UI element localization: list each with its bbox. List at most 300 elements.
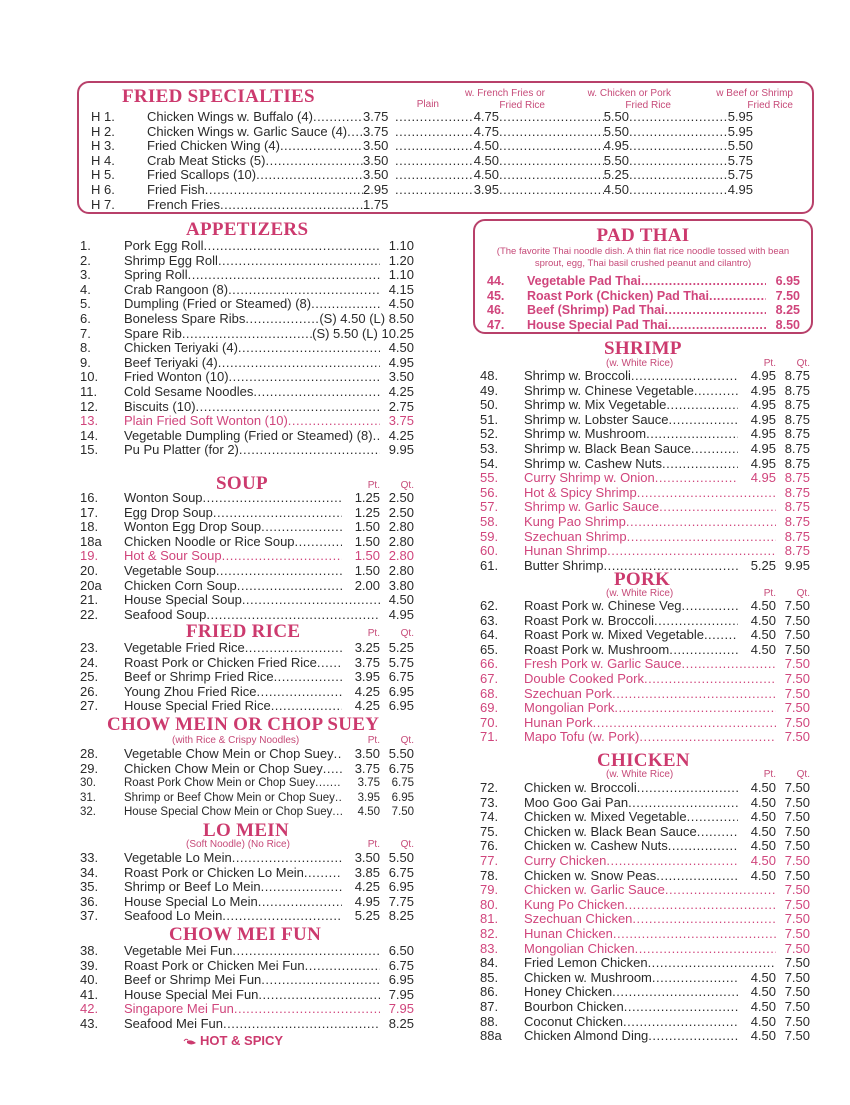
menu-item — [80, 312, 414, 327]
dot-leader — [691, 442, 738, 457]
price-quart: 7.50 — [784, 598, 810, 613]
item-number: 10. — [80, 369, 99, 385]
menu-item — [80, 909, 414, 924]
item-number: 52. — [480, 426, 499, 442]
item-number: 23. — [80, 640, 99, 655]
item-price: 5.50 — [603, 152, 629, 168]
item-price: 4.95 — [727, 181, 753, 197]
price-pint: 4.50 — [750, 1013, 776, 1029]
item-number: 3. — [80, 267, 91, 283]
item-number: 28. — [80, 746, 99, 761]
item-name: Cold Sesame Noodles — [124, 383, 254, 399]
price-quart: 8.75 — [784, 426, 810, 442]
dot-leader — [311, 297, 380, 312]
price-quart: 8.25 — [388, 1015, 414, 1031]
section-title: PAD THAI — [596, 225, 690, 246]
price-quart: 5.25 — [388, 640, 414, 655]
price-quart: 7.50 — [784, 612, 810, 628]
dot-leader — [639, 730, 776, 745]
price-quart: 6.95 — [775, 274, 800, 288]
price-quart: 7.50 — [784, 823, 810, 839]
price-group — [363, 183, 395, 198]
hot-pepper-icon — [182, 1033, 197, 1048]
menu-item — [480, 544, 810, 559]
item-name: Chicken w. Garlic Sauce — [524, 882, 665, 898]
item-number: 44. — [487, 274, 505, 288]
price-group — [395, 125, 499, 140]
dot-leader — [188, 268, 380, 283]
section-title-chicken: CHICKEN — [597, 750, 690, 771]
dot-leader — [323, 762, 342, 777]
item-name: Chicken w. Cashew Nuts — [524, 838, 668, 854]
item-number: 82. — [480, 925, 499, 941]
section-title: FRIED SPECIALTIES — [122, 86, 315, 107]
item-name: Chicken w. Broccoli — [524, 780, 637, 795]
pork-list — [480, 599, 810, 745]
dot-leader — [220, 198, 363, 213]
menu-item — [80, 429, 414, 444]
menu-item — [80, 685, 414, 700]
item-name: Shrimp w. Cashew Nuts — [524, 455, 662, 471]
item-name: Vegetable Mei Fun — [124, 943, 233, 958]
item-name-group — [147, 110, 363, 125]
menu-item — [80, 341, 414, 356]
column-header-plain: Plain — [416, 99, 439, 110]
item-number: 31. — [80, 791, 96, 804]
price-group — [499, 154, 629, 169]
price-quart: 4.95 — [388, 606, 414, 622]
price-pint: 4.50 — [750, 612, 776, 628]
price-quart: 7.95 — [388, 986, 414, 1002]
price-pint: 4.95 — [750, 397, 776, 413]
item-price: 5.50 — [603, 123, 629, 139]
price-quart: 7.50 — [784, 794, 810, 810]
item-name: Beef or Shrimp Mei Fun — [124, 972, 262, 988]
price-quart: 8.75 — [784, 397, 810, 413]
item-number: 21. — [80, 592, 99, 608]
item-name: Fried Lemon Chicken — [524, 955, 648, 971]
dot-leader — [261, 520, 342, 535]
price-pint: 4.95 — [354, 893, 380, 909]
price-group — [499, 183, 629, 198]
price-quart: 8.75 — [784, 470, 810, 486]
price-pint: 4.50 — [750, 627, 776, 643]
dot-leader — [654, 614, 738, 629]
item-name: Kung Po Chicken — [524, 896, 625, 912]
item-name: Fried Scallops (10) — [147, 167, 257, 183]
item-number: 36. — [80, 893, 99, 909]
price-group — [629, 154, 753, 169]
price-pint: 1.50 — [354, 548, 380, 564]
price-group — [363, 139, 395, 154]
menu-item — [480, 457, 810, 472]
section-title-chow-mein: CHOW MEIN OR CHOP SUEY — [107, 714, 380, 735]
menu-item — [480, 869, 810, 884]
item-number: 18. — [80, 519, 99, 535]
item-number: 72. — [480, 780, 499, 795]
dot-leader — [395, 168, 474, 183]
menu-item — [80, 670, 414, 685]
dot-leader — [665, 883, 776, 898]
price-quart: 8.50 — [775, 317, 800, 332]
item-number: 20. — [80, 562, 99, 578]
menu-item — [480, 486, 810, 501]
menu-item — [80, 239, 414, 254]
price-quart: 8.75 — [784, 499, 810, 515]
price-quart: 4.95 — [388, 354, 414, 370]
price-quart: 7.75 — [388, 893, 414, 909]
dot-leader — [196, 400, 380, 415]
pad-thai-section — [473, 219, 813, 334]
item-price: 4.50 — [473, 152, 499, 168]
dot-leader — [395, 139, 474, 154]
dot-leader — [668, 318, 766, 333]
menu-item — [80, 254, 414, 269]
dot-leader — [665, 303, 766, 318]
item-number: 71. — [480, 729, 499, 745]
menu-item — [480, 810, 810, 825]
price-quart: 7.50 — [784, 838, 810, 854]
item-name: Roast Pork w. Mushroom — [524, 641, 670, 657]
price-pint: 3.85 — [354, 864, 380, 880]
dot-leader — [332, 805, 342, 820]
dot-leader — [258, 895, 342, 910]
item-name: Vegetable Fried Rice — [124, 640, 245, 655]
section-title-fried-rice: FRIED RICE — [186, 621, 301, 642]
item-number: 88. — [480, 1013, 499, 1029]
item-number: 81. — [480, 911, 499, 927]
item-number: 6. — [80, 310, 91, 326]
item-number: 45. — [487, 288, 505, 303]
dot-leader — [662, 457, 738, 472]
menu-item — [80, 443, 414, 458]
item-number: 12. — [80, 398, 99, 414]
item-name-group — [147, 168, 363, 183]
menu-item — [480, 413, 810, 428]
item-price: 3.50 — [363, 152, 389, 168]
price-quart: 7.50 — [784, 940, 810, 956]
dot-leader — [203, 491, 342, 506]
price-pint: 4.50 — [750, 794, 776, 810]
price-quart: 8.75 — [784, 440, 810, 456]
item-name: Dumpling (Fried or Steamed) (8) — [124, 296, 312, 312]
item-name: Shrimp w. Garlic Sauce — [524, 499, 660, 515]
item-name: Double Cooked Pork — [524, 670, 644, 686]
item-name: House Special Pad Thai — [527, 317, 669, 332]
item-name: Chicken Wings w. Garlic Sauce (4) — [147, 123, 348, 139]
item-number: 18a — [80, 533, 102, 549]
price-pint: 4.95 — [750, 455, 776, 471]
item-name: Shrimp or Beef Lo Mein — [124, 879, 261, 895]
price-pint: 3.50 — [354, 746, 380, 761]
item-name: Vegetable Lo Mein — [124, 850, 232, 865]
item-name: Biscuits (10) — [124, 398, 196, 414]
price-quart: 5.50 — [388, 850, 414, 865]
dot-leader — [203, 239, 380, 254]
price-quart: 2.75 — [388, 398, 414, 414]
qt-label: Qt. — [796, 588, 810, 599]
menu-item — [80, 579, 414, 594]
dot-leader — [317, 656, 342, 671]
price-pint: 4.50 — [750, 641, 776, 657]
dot-leader — [628, 796, 738, 811]
qt-label: Qt. — [400, 839, 414, 850]
item-number: H 6. — [91, 181, 115, 197]
price-quart: 1.20 — [388, 252, 414, 268]
item-name: Butter Shrimp — [524, 557, 604, 573]
item-name: Fried Fish — [147, 181, 205, 197]
item-name: Curry Chicken — [524, 852, 607, 868]
dot-leader — [213, 506, 342, 521]
menu-item — [80, 356, 414, 371]
price-quart: 7.50 — [784, 656, 810, 672]
item-number: 29. — [80, 760, 99, 776]
price-quart: 8.75 — [784, 368, 810, 383]
price-pint: 3.50 — [354, 850, 380, 865]
item-name: Chicken Chow Mein or Chop Suey — [124, 760, 323, 776]
price-group — [395, 139, 499, 154]
item-number: H 3. — [91, 138, 115, 154]
price-group — [499, 168, 629, 183]
item-name: Curry Shrimp w. Onion — [524, 470, 655, 486]
item-number: 66. — [480, 656, 499, 672]
dot-leader — [258, 988, 380, 1003]
item-name: Shrimp w. Mix Vegetable — [524, 397, 667, 413]
dot-leader — [648, 956, 776, 971]
item-name: Wonton Egg Drop Soup — [124, 519, 262, 535]
pad-thai-description: (The favorite Thai noodle dish. A thin flat rice noodle tossed with bean sprout, egg, Thai basil crushed peanut and cilantro) — [496, 246, 790, 269]
item-name: Egg Drop Soup — [124, 504, 213, 520]
price-quart: 1.10 — [388, 238, 414, 253]
item-name: Hot & Sour Soup — [124, 548, 222, 564]
dot-leader — [694, 384, 738, 399]
price-pint: 5.25 — [750, 557, 776, 573]
price-pint: 4.50 — [750, 867, 776, 883]
price-group — [499, 110, 629, 125]
dot-leader — [626, 515, 776, 530]
qt-label: Qt. — [400, 628, 414, 639]
price-quart: 7.50 — [784, 969, 810, 985]
pt-label: Pt. — [367, 839, 380, 850]
pt-label: Pt. — [763, 588, 776, 599]
item-number: 39. — [80, 957, 99, 973]
item-number: 86. — [480, 984, 499, 1000]
menu-item — [480, 883, 810, 898]
dot-leader — [629, 183, 728, 198]
section-title-chow-mei-fun: CHOW MEI FUN — [169, 924, 322, 945]
hot-spicy-legend — [182, 1033, 283, 1048]
item-price: (S) 4.50 (L) 8.50 — [319, 310, 414, 326]
price-quart: 7.50 — [784, 896, 810, 912]
section-title-appetizers: APPETIZERS — [186, 219, 309, 240]
menu-item — [91, 110, 795, 125]
price-pint: 4.50 — [750, 1028, 776, 1044]
menu-item — [480, 730, 810, 745]
item-number: 54. — [480, 455, 499, 471]
item-name: Pork Egg Roll — [124, 238, 204, 253]
dot-leader — [253, 385, 380, 400]
price-pint: 4.50 — [750, 998, 776, 1014]
dot-leader — [641, 274, 766, 289]
menu-item — [480, 854, 810, 869]
price-pint: 1.50 — [354, 519, 380, 535]
menu-item — [80, 791, 414, 806]
price-group — [629, 125, 753, 140]
item-price: 5.95 — [727, 123, 753, 139]
dot-leader — [347, 125, 363, 140]
dot-leader — [315, 776, 342, 791]
item-number: 61. — [480, 557, 499, 573]
dot-leader — [222, 909, 342, 924]
item-number: 35. — [80, 879, 99, 895]
price-quart: 3.80 — [388, 577, 414, 593]
price-pint: 1.50 — [354, 533, 380, 549]
item-number: 20a — [80, 577, 102, 593]
item-name: Roast Pork or Chicken Fried Rice — [124, 654, 317, 670]
price-group — [395, 110, 499, 125]
item-number: 75. — [480, 823, 499, 839]
chow-mein-list — [80, 747, 414, 820]
item-name: Chicken Wings w. Buffalo (4) — [147, 109, 313, 124]
item-number: 74. — [480, 809, 499, 825]
price-quart: 2.80 — [388, 519, 414, 535]
item-price: 4.95 — [603, 138, 629, 154]
item-number: 84. — [480, 955, 499, 971]
price-pint: 4.95 — [750, 411, 776, 427]
dot-leader — [655, 471, 738, 486]
section-subtitle: (Soft Noodle) (No Rice) — [186, 839, 290, 850]
price-pint: 1.50 — [354, 562, 380, 578]
price-quart: 3.75 — [388, 413, 414, 429]
price-pint: 4.50 — [750, 823, 776, 839]
price-pint: 3.75 — [354, 654, 380, 670]
item-name: Chicken Almond Ding — [524, 1028, 649, 1044]
item-name: Young Zhou Fried Rice — [124, 683, 257, 699]
item-number: 11. — [80, 383, 98, 399]
price-quart: 7.95 — [388, 1001, 414, 1017]
menu-item — [80, 268, 414, 283]
item-number: 68. — [480, 685, 499, 701]
price-quart: 9.95 — [388, 442, 414, 458]
dot-leader — [607, 544, 776, 559]
dot-leader — [304, 866, 342, 881]
price-quart: 8.75 — [784, 455, 810, 471]
item-price: 3.75 — [363, 123, 389, 139]
fried-rice-list — [80, 641, 414, 714]
item-name: Beef (Shrimp) Pad Thai — [527, 303, 665, 318]
dot-leader — [652, 971, 738, 986]
price-quart: 8.75 — [784, 543, 810, 559]
price-pint: 4.95 — [750, 368, 776, 383]
item-name-group — [147, 198, 363, 213]
qt-label: Qt. — [400, 735, 414, 746]
dot-leader — [682, 657, 777, 672]
menu-item — [80, 400, 414, 415]
price-group — [395, 183, 499, 198]
dot-leader — [245, 312, 319, 327]
dot-leader — [334, 747, 342, 762]
price-pint: 4.95 — [750, 382, 776, 398]
item-name: Kung Pao Shrimp — [524, 513, 626, 529]
pt-qt-header — [340, 839, 414, 850]
price-pint: 2.00 — [354, 577, 380, 593]
price-pint: 3.75 — [354, 760, 380, 776]
chicken-list — [480, 781, 810, 1044]
price-group — [629, 139, 753, 154]
menu-item — [480, 628, 810, 643]
item-name: Vegetable Soup — [124, 562, 216, 578]
menu-item — [480, 427, 810, 442]
item-number: 55. — [480, 470, 499, 486]
price-pint: 4.50 — [750, 838, 776, 854]
item-name: Roast Pork (Chicken) Pad Thai — [527, 288, 709, 303]
dot-leader — [313, 110, 363, 125]
price-quart: 3.50 — [388, 369, 414, 385]
item-name: Szechuan Chicken — [524, 911, 633, 927]
section-title-shrimp: SHRIMP — [604, 338, 682, 359]
item-name: Shrimp w. Lobster Sauce — [524, 411, 669, 427]
price-pint: 4.25 — [354, 683, 380, 699]
item-number: 48. — [480, 368, 499, 383]
item-number: 2. — [80, 252, 91, 268]
dot-leader — [682, 599, 738, 614]
fried-specialties-list — [91, 110, 795, 212]
price-quart: 7.50 — [784, 984, 810, 1000]
item-name: Moo Goo Gai Pan — [524, 794, 629, 810]
item-number: 65. — [480, 641, 499, 657]
section-subtitle: (w. White Rice) — [606, 358, 674, 369]
menu-item — [80, 959, 414, 974]
item-price: 5.75 — [727, 152, 753, 168]
item-name: Pu Pu Platter (for 2) — [124, 442, 239, 458]
price-quart: 7.50 — [784, 809, 810, 825]
item-number: 79. — [480, 882, 499, 898]
menu-item — [480, 927, 810, 942]
menu-item — [480, 515, 810, 530]
dot-leader — [395, 110, 474, 125]
item-price: 4.75 — [473, 123, 499, 139]
item-name: Roast Pork w. Chinese Veg — [524, 598, 682, 613]
item-name: Spring Roll — [124, 267, 188, 283]
menu-item — [80, 851, 414, 866]
pt-label: Pt. — [763, 769, 776, 780]
dot-leader — [205, 183, 363, 198]
section-title-lo-mein: LO MEIN — [203, 820, 290, 841]
price-quart: 8.25 — [775, 303, 800, 318]
dot-leader — [261, 973, 380, 988]
pt-label: Pt. — [367, 480, 380, 491]
menu-item — [480, 701, 810, 716]
price-pint: 4.25 — [354, 879, 380, 895]
price-pint: 1.25 — [354, 490, 380, 505]
price-quart: 6.75 — [388, 760, 414, 776]
price-pint: 5.25 — [354, 908, 380, 924]
price-pint: 3.95 — [354, 669, 380, 685]
pt-label: Pt. — [367, 628, 380, 639]
dot-leader — [499, 139, 604, 154]
menu-item — [480, 643, 810, 658]
dot-leader — [242, 593, 380, 608]
item-price: 4.50 — [473, 138, 499, 154]
menu-item — [487, 289, 800, 304]
section-title-soup: SOUP — [216, 473, 268, 494]
dot-leader — [612, 687, 776, 702]
price-quart: 7.50 — [784, 685, 810, 701]
dot-leader — [644, 672, 776, 687]
item-name-group — [147, 183, 363, 198]
item-name: Hunan Pork — [524, 714, 593, 730]
price-group — [395, 154, 499, 169]
